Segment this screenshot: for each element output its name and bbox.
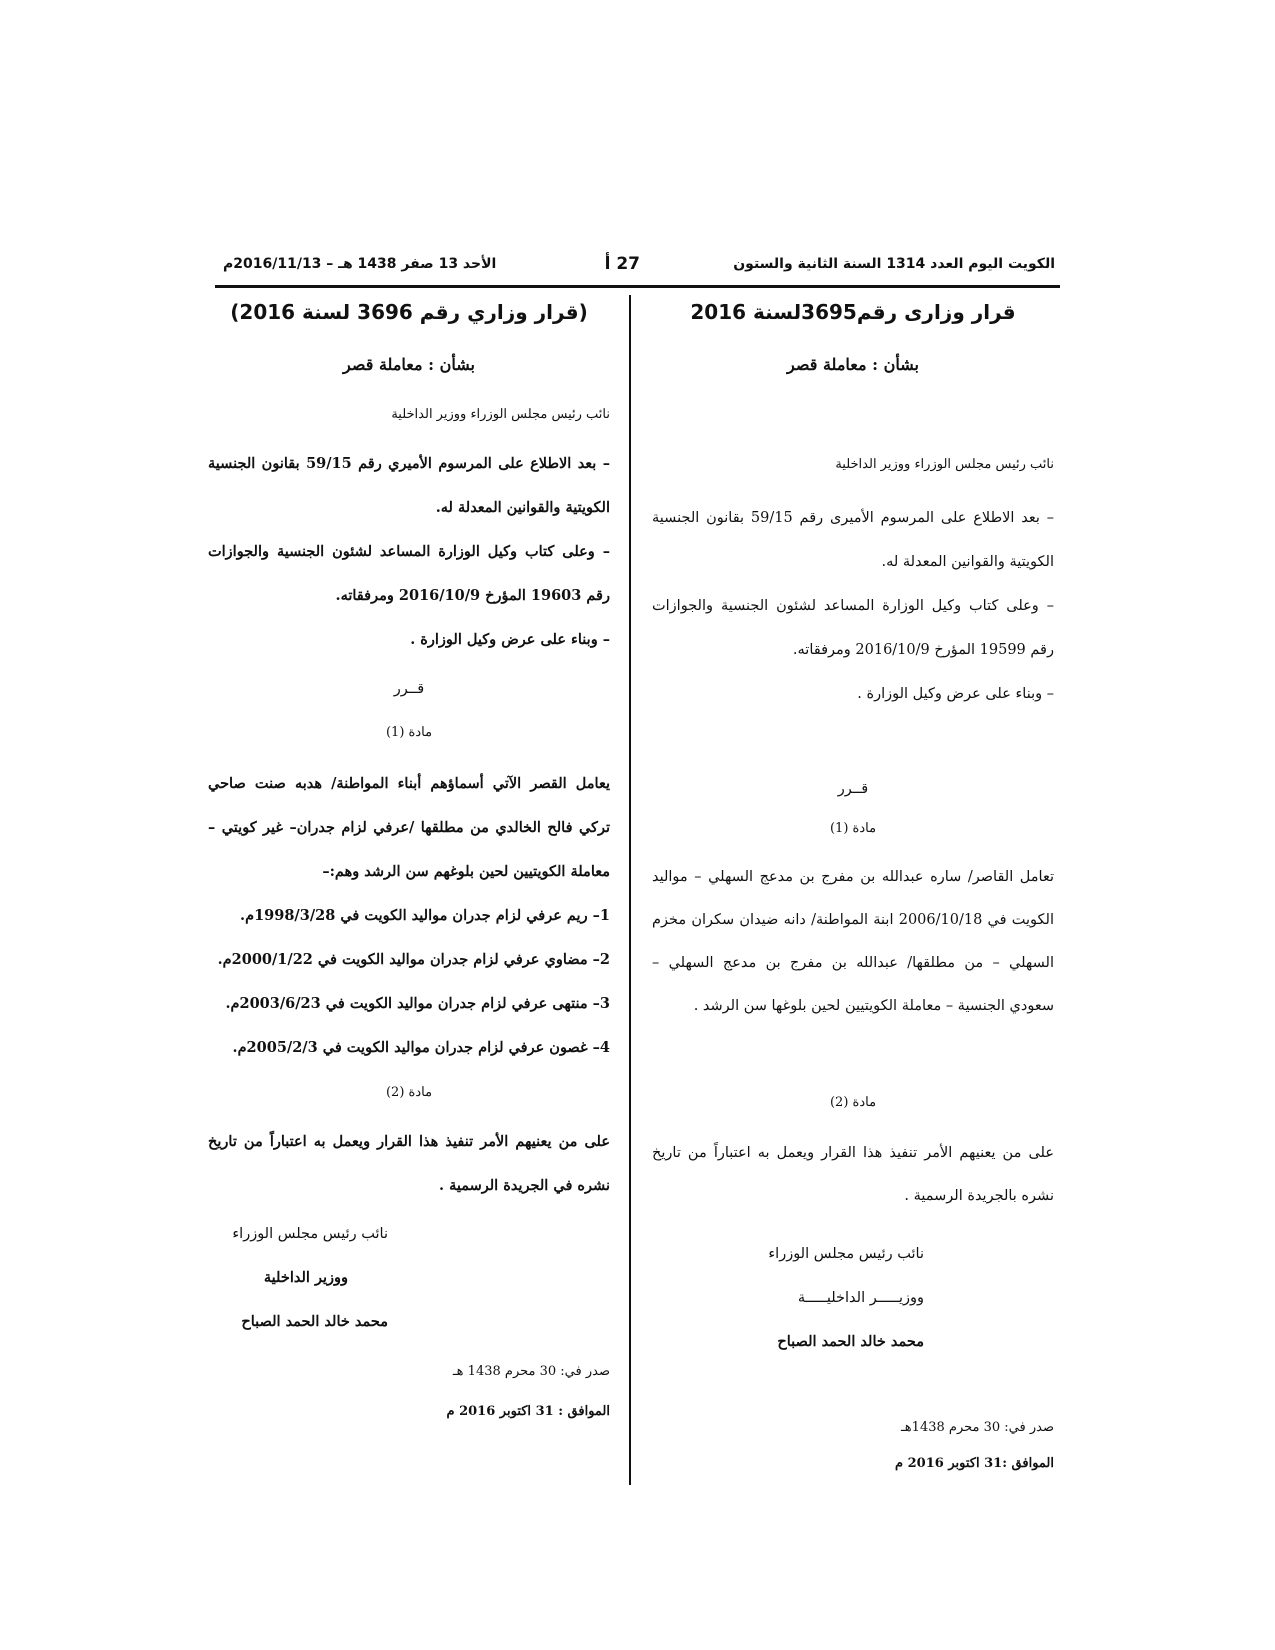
header-page-number: 27 أ — [604, 254, 640, 274]
article-2-heading: مادة (2) — [829, 1095, 877, 1110]
article-2-text: على من يعنيهم الأمر تنفيذ هذا القرار ويعمل به اعتباراً من تاريخ نشره بالجريدة الرسمية . — [652, 1145, 1054, 1204]
issued-date-gregorian: الموافق :31 اكتوبر 2016 م — [895, 1456, 1054, 1471]
article-2-heading: مادة (2) — [385, 1085, 433, 1100]
preamble-decree: – بعد الاطلاع على المرسوم الأميرى رقم 59/15 بقانون الجنسية الكويتية والقوانين المعدلة له. — [652, 510, 1054, 570]
decision-subject: بشأن : معاملة قصر — [343, 355, 475, 374]
decision-3695 — [652, 292, 1054, 1482]
decided-heading: قــرر — [393, 681, 425, 697]
decision-issuer: نائب رئيس مجلس الوزراء ووزير الداخلية — [835, 457, 1054, 472]
preamble-decree: – بعد الاطلاع على المرسوم الأميري رقم 59/15 بقانون الجنسية الكويتية والقوانين المعدلة له. — [208, 455, 611, 516]
preamble-letter: – وعلى كتاب وكيل الوزارة المساعد لشئون الجنسية والجوازات رقم 19599 المؤرخ 2016/10/9 ومرفقاته. — [652, 598, 1054, 658]
decision-issuer: نائب رئيس مجلس الوزراء ووزير الداخلية — [391, 407, 610, 422]
signature-title-2: ووزيـــــر الداخليـــــة — [797, 1290, 924, 1306]
issued-date-hijri: صدر في: 30 محرم 1438هـ — [901, 1420, 1054, 1435]
signature-title-2: ووزير الداخلية — [263, 1269, 348, 1286]
header-date: الأحد 13 صفر 1438 هـ – 2016/11/13م — [223, 256, 497, 272]
signature-title-1: نائب رئيس مجلس الوزراء — [232, 1226, 388, 1242]
issued-date-gregorian: الموافق : 31 اكتوبر 2016 م — [446, 1404, 610, 1419]
header-rule — [215, 285, 1060, 288]
preamble-proposal: – وبناء على عرض وكيل الوزارة . — [410, 631, 610, 648]
minor-list-item: 1– ريم عرفي لزام جدران مواليد الكويت في 1998/3/28م. — [240, 907, 610, 924]
decision-3696 — [208, 292, 610, 1432]
column-divider — [629, 295, 631, 1485]
decided-heading: قــرر — [837, 781, 869, 797]
preamble-proposal: – وبناء على عرض وكيل الوزارة . — [857, 686, 1054, 702]
article-2-text: على من يعنيهم الأمر تنفيذ هذا القرار ويعمل به اعتباراً من تاريخ نشره في الجريدة الرسمية . — [208, 1133, 610, 1194]
decision-title: قرار وزارى رقم3695لسنة 2016 — [690, 300, 1016, 324]
minor-list-item: 3– منتهى عرفي لزام جدران مواليد الكويت في 2003/6/23م. — [225, 995, 610, 1012]
article-1-text: تعامل القاصر/ ساره عبدالله بن مفرج بن مدعج السهلي – مواليد الكويت في 2006/10/18 ابنة المواطنة/ دانه ضيدان سكران مخزم السهلي – من مطلقها/ عبدالله بن مفرج بن مدعج السهلي – سعودي الجنسية – معاملة الكويتيين لحين بلوغها سن الرشد . — [652, 869, 1054, 1014]
page-header — [215, 250, 1055, 284]
signature-title-1: نائب رئيس مجلس الوزراء — [768, 1246, 924, 1262]
article-1-heading: مادة (1) — [829, 821, 877, 836]
issued-date-hijri: صدر في: 30 محرم 1438 هـ — [452, 1364, 610, 1379]
signature-name: محمد خالد الحمد الصباح — [777, 1333, 924, 1350]
header-issue-info: الكويت اليوم العدد 1314 السنة الثانية والستون — [733, 256, 1055, 272]
article-1-text: يعامل القصر الآتي أسماؤهم أبناء المواطنة/ هدبه صنت صاحي تركي فالح الخالدي من مطلقها /عرفي لزام جدران– غير كويتي – معاملة الكويتيين لحين بلوغهم سن الرشد وهم:– — [208, 775, 610, 880]
minor-list-item: 2– مضاوي عرفي لزام جدران مواليد الكويت في 2000/1/22م. — [217, 951, 610, 968]
signature-name: محمد خالد الحمد الصباح — [241, 1313, 388, 1330]
minor-list-item: 4– غصون عرفي لزام جدران مواليد الكويت في 2005/2/3م. — [232, 1039, 610, 1056]
article-1-heading: مادة (1) — [385, 725, 433, 740]
decision-subject: بشأن : معاملة قصر — [787, 355, 919, 374]
decision-title: (قرار وزاري رقم 3696 لسنة 2016) — [230, 300, 588, 324]
preamble-letter: – وعلى كتاب وكيل الوزارة المساعد لشئون الجنسية والجوازات رقم 19603 المؤرخ 2016/10/9 ومرفقاته. — [208, 543, 610, 604]
